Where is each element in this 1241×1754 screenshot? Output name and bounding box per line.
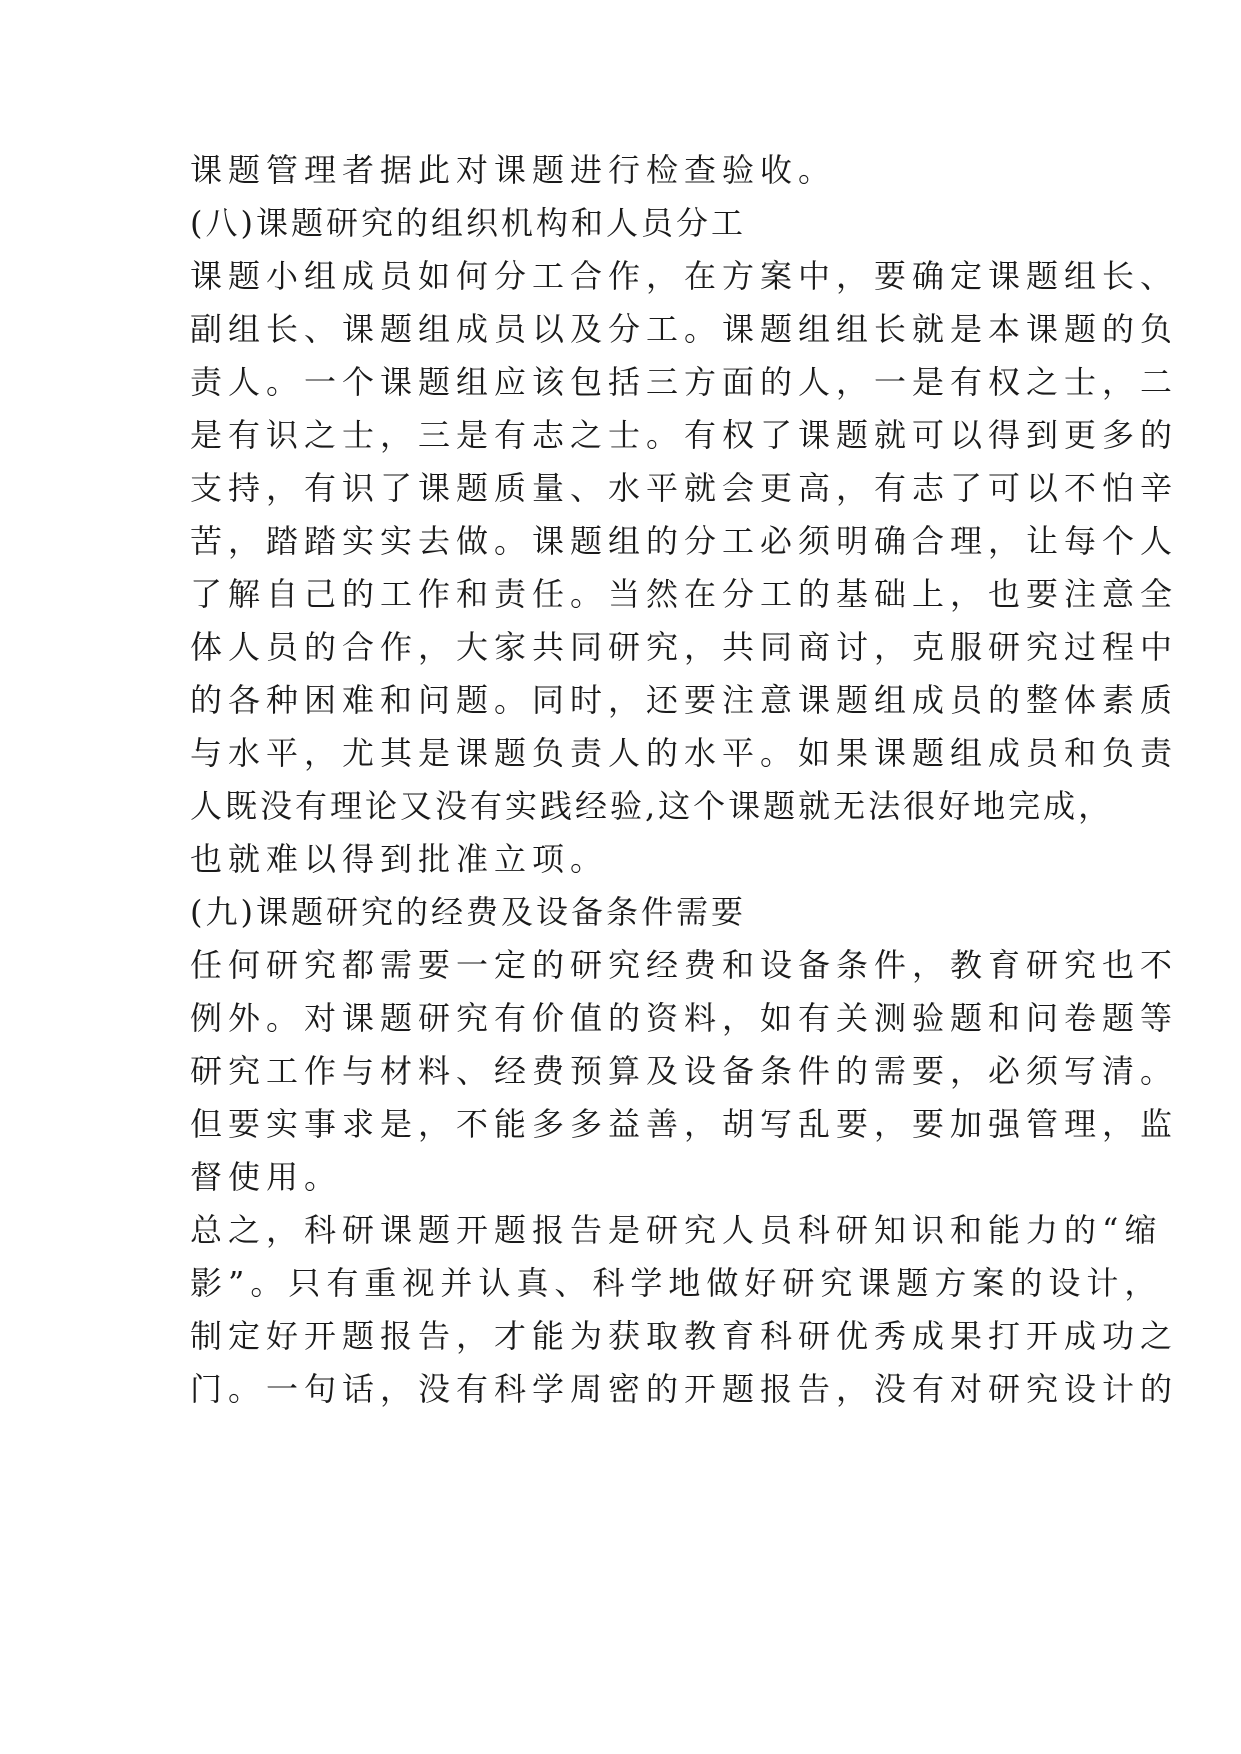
text-line: 苦，踏踏实实去做。课题组的分工必须明确合理，让每个人 (190, 522, 1179, 560)
text-line: 例外。对课题研究有价值的资料，如有关测验题和问卷题等 (190, 999, 1179, 1037)
text-line: 制定好开题报告，才能为获取教育科研优秀成果打开成功之 (190, 1317, 1179, 1355)
text-line: 人既没有理论又没有实践经验,这个课题就无法很好地完成， (190, 787, 1114, 825)
text-line: 任何研究都需要一定的研究经费和设备条件，教育研究也不 (190, 946, 1179, 984)
text-line: 的各种困难和问题。同时，还要注意课题组成员的整体素质 (190, 681, 1179, 719)
text-line: 支持，有识了课题质量、水平就会更高，有志了可以不怕辛 (190, 469, 1179, 507)
section-heading: (八)课题研究的组织机构和人员分工 (190, 204, 746, 242)
text-line: 也就难以得到批准立项。 (190, 840, 609, 878)
text-line: 研究工作与材料、经费预算及设备条件的需要，必须写清。 (190, 1052, 1179, 1090)
text-line: 体人员的合作，大家共同研究，共同商讨，克服研究过程中 (190, 628, 1179, 666)
text-line: 门。一句话，没有科学周密的开题报告，没有对研究设计的 (190, 1370, 1179, 1408)
text-line: 与水平，尤其是课题负责人的水平。如果课题组成员和负责 (190, 734, 1179, 772)
text-line: 总之，科研课题开题报告是研究人员科研知识和能力的“缩 (190, 1211, 1163, 1249)
text-line: 是有识之士，三是有志之士。有权了课题就可以得到更多的 (190, 416, 1179, 454)
text-line: 但要实事求是，不能多多益善，胡写乱要，要加强管理，监 (190, 1105, 1179, 1143)
text-line: 责人。一个课题组应该包括三方面的人，一是有权之士，二 (190, 363, 1179, 401)
text-line: 课题管理者据此对课题进行检查验收。 (190, 151, 837, 189)
text-line: 副组长、课题组成员以及分工。课题组组长就是本课题的负 (190, 310, 1179, 348)
text-line: 影”。只有重视并认真、科学地做好研究课题方案的设计， (190, 1264, 1163, 1302)
section-heading: (九)课题研究的经费及设备条件需要 (190, 893, 746, 931)
text-line: 了解自己的工作和责任。当然在分工的基础上，也要注意全 (190, 575, 1179, 613)
text-line: 督使用。 (190, 1158, 343, 1196)
text-line: 课题小组成员如何分工合作，在方案中，要确定课题组长、 (190, 257, 1179, 295)
